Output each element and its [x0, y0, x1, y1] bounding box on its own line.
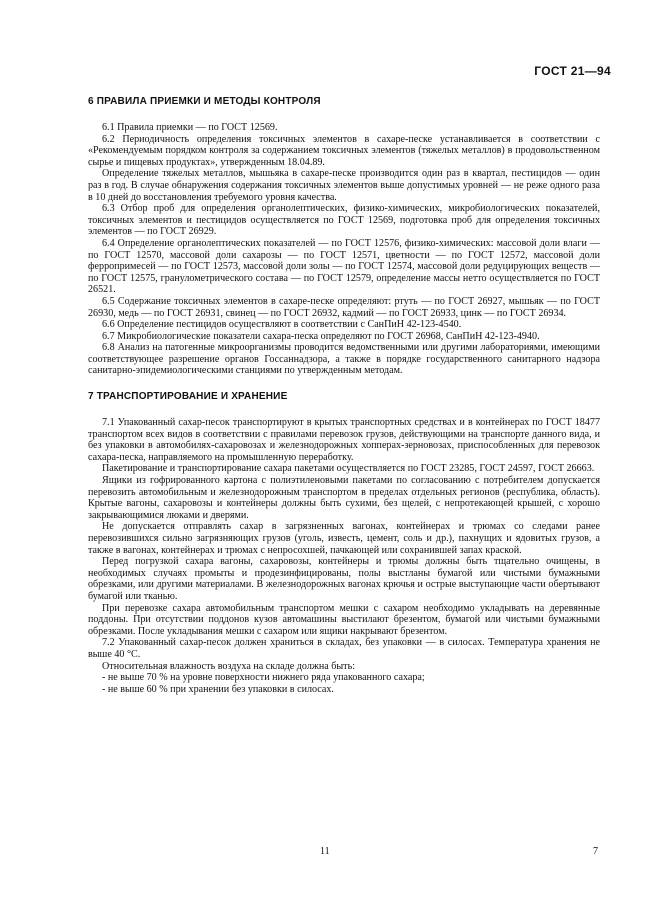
document-code-header: ГОСТ 21—94 — [534, 64, 611, 78]
section-7-heading: 7 ТРАНСПОРТИРОВАНИЕ И ХРАНЕНИЕ — [88, 391, 288, 403]
paragraph-6-7: 6.7 Микробиологические показатели сахара-песка определяют по ГОСТ 26968, СанПиН 42-123-4940. — [102, 330, 540, 342]
page-number-right: 7 — [593, 846, 598, 857]
paragraph-7-1-boxes: Ящики из гофрированного картона с полиэтиленовыми пакетами по согласованию с потребителем допускается перевозить автомобильным и железнодорожным транспортом в пределах отдельных регионов (республика, область). Крытые вагоны, сахаровозы и контейнеры должны быть сухими, без щелей, с непротекающей крышей, с хорошо закрывающимися люками и дверями. — [88, 475, 600, 521]
section-6-heading: 6 ПРАВИЛА ПРИЕМКИ И МЕТОДЫ КОНТРОЛЯ — [88, 96, 321, 107]
paragraph-6-4: 6.4 Определение органолептических показателей — по ГОСТ 12576, физико-химических: массовой доли влаги — по ГОСТ 12570, массовой доли сахарозы — по ГОСТ 12571, цветности — по ГОСТ 12572, массовой доли ферропримесей — по ГОСТ 12573, массовой доли золы — по ГОСТ 12574, массовой доли редуцирующих веществ — по ГОСТ 12575, гранулометрического состава — по ГОСТ 12579, определение массы нетто осуществляется по ГОСТ 26521. — [88, 237, 600, 296]
list-item: - не выше 70 % на уровне поверхности нижнего ряда упакованного сахара; — [102, 672, 425, 684]
paragraph-7-2: 7.2 Упакованный сахар-песок должен храниться в складах, без упаковки — в силосах. Температура хранения не выше 40 °С. — [88, 637, 600, 660]
list-item: - не выше 60 % при хранении без упаковки в силосах. — [102, 683, 334, 695]
paragraph-6-1: 6.1 Правила приемки — по ГОСТ 12569. — [102, 122, 278, 133]
page-number-center: 11 — [320, 846, 330, 857]
paragraph-7-1-cleaning: Перед погрузкой сахара вагоны, сахаровозы, контейнеры и трюмы должны быть тщательно очищены, в необходимых случаях промыты и продезинфицированы, полы выстланы бумагой или чистыми бумажными обрезками, или другими материалами. В железнодорожных вагонах крючья и острые выступающие части обертывают бумагой или тканью. — [88, 556, 600, 602]
paragraph-6-3: 6.3 Отбор проб для определения органолептических, физико-химических, микробиологических показателей, токсичных элементов и пестицидов осуществляется по ГОСТ 12569, подготовка проб для определения токсичных элементов — по ГОСТ 26929. — [88, 203, 600, 238]
paragraph-7-1: 7.1 Упакованный сахар-песок транспортируют в крытых транспортных средствах и в контейнерах по ГОСТ 18477 транспортом всех видов в соответствии с правилами перевозок грузов, действующими на транспорте данного вида, и без упаковки в автомобилях-сахаровозах и железнодорожных хопперах-зерновозах, приспособленных для перевозок сахара-песка, направляемого на промышленную переработку. — [88, 417, 600, 463]
paragraph-7-1-auto-transport: При перевозке сахара автомобильным транспортом мешки с сахаром необходимо укладывать на деревянные поддоны. При отсутствии поддонов кузов автомашины выстилают брезентом, бумагой или чистыми бумажными обрезками. После укладывания мешки с сахаром или ящики накрывают брезентом. — [88, 602, 600, 637]
paragraph-6-6: 6.6 Определение пестицидов осуществляют в соответствии с СанПиН 42-123-4540. — [102, 319, 462, 331]
paragraph-7-2-humidity: Относительная влажность воздуха на складе должна быть: — [102, 660, 355, 672]
paragraph-6-8: 6.8 Анализ на патогенные микроорганизмы проводится ведомственными или другими лабораториями, имеющими соответствующее разрешение органов Госсаннадзора, а также в порядке государственного санитарного надзора санитарно-эпидемиологическими станциями по утвержденным методам. — [88, 342, 600, 377]
paragraph-6-2-heavy-metals: Определение тяжелых металлов, мышьяка в сахаре-песке производится один раз в квартал, пестицидов — один раз в год. В случае обнаружения содержания токсичных элементов выше допустимых уровней — не реже одного раза в 10 дней до восстановления требуемого уровня качества. — [88, 168, 600, 203]
paragraph-7-1-prohibition: Не допускается отправлять сахар в загрязненных вагонах, контейнерах и трюмах со следами ранее перевозившихся сильно загрязняющих грузов (уголь, известь, цемент, соль и др.), пахнущих и ядовитых грузов, а также в вагонах, контейнерах и трюмах с непросохшей, пачкающей или сохранившей запах краской. — [88, 521, 600, 556]
document-body — [88, 96, 600, 695]
paragraph-6-2: 6.2 Периодичность определения токсичных элементов в сахаре-песке устанавливается в соответствии с «Рекомендуемым порядком контроля за содержанием токсичных элементов (тяжелых металлов) в продовольственном сырье и пищевых продуктах», утвержденным 18.04.89. — [88, 133, 600, 168]
paragraph-6-5: 6.5 Содержание токсичных элементов в сахаре-песке определяют: ртуть — по ГОСТ 26927, мышьяк — по ГОСТ 26930, медь — по ГОСТ 26931, свинец — по ГОСТ 26932, кадмий — по ГОСТ 26933, цинк — по ГОСТ 26934. — [88, 295, 600, 319]
paragraph-7-1-packaging: Пакетирование и транспортирование сахара пакетами осуществляется по ГОСТ 23285, ГОСТ 24597, ГОСТ 26663. — [102, 463, 595, 475]
